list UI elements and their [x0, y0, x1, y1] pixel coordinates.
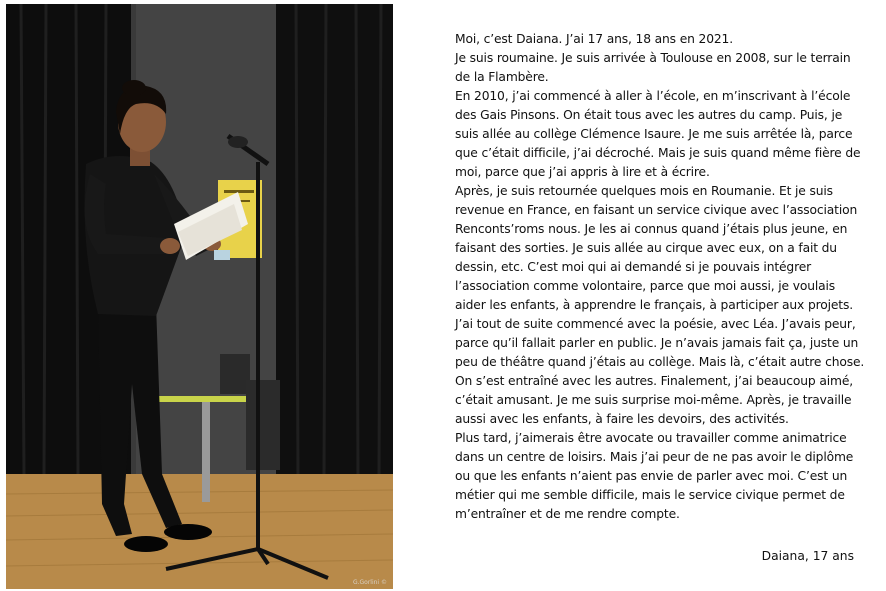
testimony-text	[455, 30, 867, 524]
paragraph-school: En 2010, j’ai commencé à aller à l’école, en m’inscrivant à l’école des Gais Pinsons. On était tous avec les autres du camp. Puis, je suis allée au collège Clémence Isaure. Je me suis arrêtée là, parce que c’était difficile, j’ai décroché. Mais je suis quand même fière de moi, parce que j’ai appris à lire et à écrire.	[455, 89, 861, 179]
stage-photo	[6, 4, 393, 589]
signature: Daiana, 17 ans	[761, 549, 854, 563]
photo-credit: G.Gorlini ©	[352, 579, 387, 586]
paragraph-civic-service: Après, je suis retournée quelques mois en Roumanie. Et je suis revenue en France, en faisant un service civique avec l’association Renconts’roms nous. Je les ai connus quand j’étais plus jeune, en faisant des sorties. Je suis allée au cirque avec eux, on a fait du dessin, etc. C’est moi qui ai demandé si je pouvais intégrer l’association comme volontaire, parce que moi aussi, je voulais aider les enfants, à apprendre le français, à participer aux projets. J’ai tout de suite commencé avec la poésie, avec Léa. J’avais peur, parce qu’il fallait parler en public. Je n’avais jamais fait ça, juste un peu de théâtre quand j’étais au collège. Mais là, c’était autre chose. On s’est entraîné avec les autres. Finalement, j’ai beaucoup aimé, c’était amusant. Je me suis surprise moi-même. Après, je travaille aussi avec les enfants, à faire les devoirs, des activités.	[455, 184, 865, 426]
paragraph-intro: Moi, c’est Daiana. J’ai 17 ans, 18 ans en 2021.	[455, 32, 733, 46]
paragraph-arrival: Je suis roumaine. Je suis arrivée à Toulouse en 2008, sur le terrain de la Flambère.	[455, 51, 851, 84]
paragraph-future: Plus tard, j’aimerais être avocate ou travailler comme animatrice dans un centre de loisirs. Mais j’ai peur de ne pas avoir le diplôme ou que les enfants n’aient pas envie de parler avec moi. C’est un métier qui me semble difficile, mais le service civique permet de m’entraîner et de me rendre compte.	[455, 431, 854, 521]
stage-photo-illustration	[6, 4, 393, 589]
